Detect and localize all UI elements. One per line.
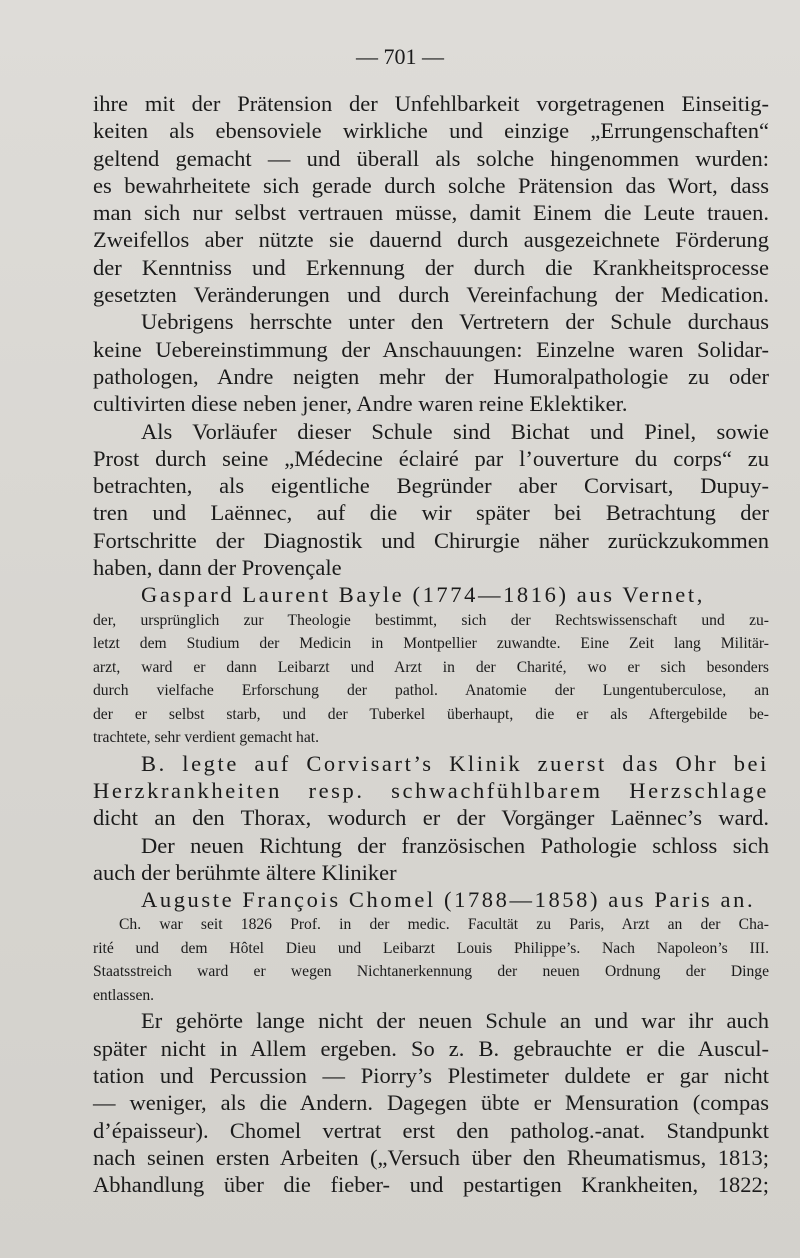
page-number: — 701 — (356, 44, 444, 69)
text-line: Fortschritte der Diagnostik und Chirurgie näher zurückzukommen (93, 527, 769, 553)
text-line: haben, dann der Provençale (93, 555, 342, 581)
text-line: dicht an den Thorax, wodurch er der Vorgänger Laënnec’s ward. (93, 805, 769, 831)
text-line: keiten als ebensoviele wirkliche und einzige „Errungenschaften“ (93, 118, 769, 144)
text-line: Uebrigens herrschte unter den Vertretern der Schule durchaus (141, 309, 769, 335)
footnote-line: rité und dem Hôtel Dieu und Leibarzt Louis Philippe’s. Nach Napoleon’s III. (93, 939, 769, 957)
footnote-line: der er selbst starb, und der Tuberkel überhaupt, die er als Aftergebilde be- (93, 705, 769, 723)
text-line: Herzkrankheiten resp. schwachfühlbarem Herzschlage (93, 777, 769, 803)
text-line: Prost durch seine „Médecine éclairé par l’ouverture du corps“ zu (93, 445, 769, 471)
text-line: es bewahrheitete sich gerade durch solche Prätension das Wort, dass (93, 172, 769, 198)
footnote-line: entlassen. (93, 986, 155, 1004)
footnote-line: der, ursprünglich zur Theologie bestimmt, sich der Rechtswissenschaft und zu- (93, 611, 769, 629)
footnote-line: Ch. war seit 1826 Prof. in der medic. Facultät zu Paris, Arzt an der Cha- (119, 916, 769, 934)
text-line: auch der berühmte ältere Kliniker (93, 859, 397, 885)
text-line: betrachten, als eigentliche Begründer aber Corvisart, Dupuy- (93, 473, 769, 499)
text-line: nach seinen ersten Arbeiten („Versuch über den Rheumatismus, 1813; (93, 1144, 769, 1170)
text-line: cultivirten diese neben jener, Andre waren reine Eklektiker. (93, 391, 628, 417)
text-line: keine Uebereinstimmung der Anschauungen: Einzelne waren Solidar- (93, 336, 769, 362)
text-line: Als Vorläufer dieser Schule sind Bichat und Pinel, sowie (141, 418, 769, 444)
person-heading: Auguste François Chomel (1788—1858) aus Paris an. (141, 887, 756, 913)
text-line: B. legte auf Corvisart’s Klinik zuerst das Ohr bei (141, 750, 769, 776)
text-line: — weniger, als die Andern. Dagegen übte er Mensuration (compas (93, 1090, 769, 1116)
text-line: Der neuen Richtung der französischen Pathologie schloss sich (141, 832, 769, 858)
text-line: der Kenntniss und Erkennung der durch die Krankheitsprocesse (93, 254, 769, 280)
text-line: Abhandlung über die fieber- und pestartigen Krankheiten, 1822; (93, 1172, 769, 1198)
text-line: ihre mit der Prätension der Unfehlbarkeit vorgetragenen Einseitig- (93, 91, 769, 116)
text-line: tation und Percussion — Piorry’s Plestimeter duldete er gar nicht (93, 1063, 769, 1089)
text-line: Er gehörte lange nicht der neuen Schule an und war ihr auch (141, 1008, 769, 1034)
text-line: d’épaisseur). Chomel vertrat erst den patholog.-anat. Standpunkt (93, 1117, 769, 1143)
page-text (93, 90, 769, 1199)
text-line: später nicht in Allem ergeben. So z. B. gebrauchte er die Auscul- (93, 1035, 769, 1061)
text-line: Zweifellos aber nützte sie dauernd durch ausgezeichnete Förderung (93, 227, 769, 253)
person-heading: Gaspard Laurent Bayle (1774—1816) aus Vernet, (141, 582, 705, 608)
footnote-line: trachtete, sehr verdient gemacht hat. (93, 729, 320, 747)
footnote-line: arzt, ward er dann Leibarzt und Arzt in der Charité, wo er sich besonders (93, 658, 769, 676)
text-line: gesetzten Veränderungen und durch Vereinfachung der Medication. (93, 282, 769, 308)
text-line: geltend gemacht — und überall als solche hingenommen wurden: (93, 145, 769, 171)
text-line: pathologen, Andre neigten mehr der Humoralpathologie zu oder (93, 363, 769, 389)
text-line: man sich nur selbst vertrauen müsse, damit Einem die Leute trauen. (93, 200, 769, 226)
text-line: tren und Laënnec, auf die wir später bei Betrachtung der (93, 500, 769, 526)
footnote-line: Staatsstreich ward er wegen Nichtanerkennung der neuen Ordnung der Dinge (93, 963, 769, 981)
footnote-line: durch vielfache Erforschung der pathol. Anatomie der Lungentuberculose, an (93, 682, 769, 700)
footnote-line: letzt dem Studium der Medicin in Montpellier zuwandte. Eine Zeit lang Militär- (93, 635, 769, 653)
